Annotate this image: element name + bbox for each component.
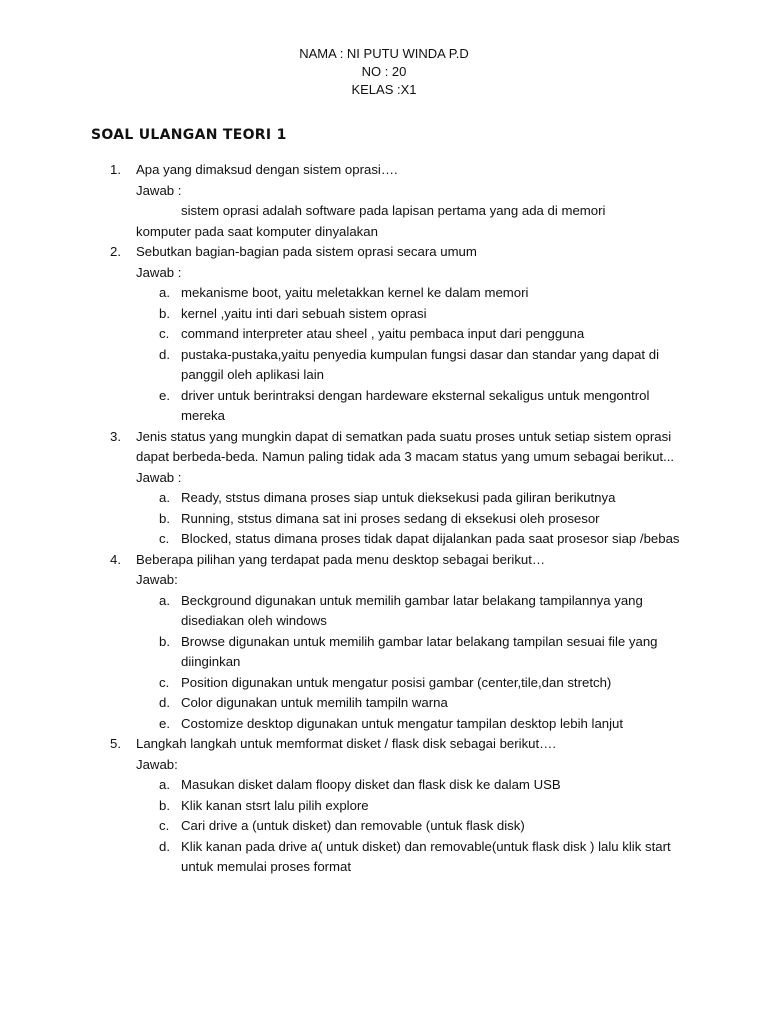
answer-option xyxy=(0,283,768,304)
option-text: Color digunakan untuk memilih tampiln warna xyxy=(181,695,448,710)
question-text: Jenis status yang mungkin dapat di sematkan pada suatu proses untuk setiap sistem oprasi dapat berbeda-beda. Namun paling tidak ada 3 macam status yang umum sebagai berikut... xyxy=(136,428,675,464)
question-number: 4. xyxy=(110,551,121,567)
option-text: pustaka-pustaka,yaitu penyedia kumpulan fungsi dasar dan standar yang dapat di panggil oleh aplikasi lain xyxy=(181,346,660,382)
answer-text xyxy=(0,201,768,222)
answer-text-cont xyxy=(0,222,768,243)
page-title: SOAL ULANGAN TEORI 1 xyxy=(91,127,287,143)
answer-option xyxy=(0,529,768,550)
student-name: NAMA : NI PUTU WINDA P.D xyxy=(299,46,469,61)
question-number: 1. xyxy=(110,162,121,177)
question-text: Beberapa pilihan yang terdapat pada menu desktop sebagai berikut… xyxy=(136,551,546,567)
answer-option xyxy=(0,632,768,673)
option-letter: a. xyxy=(159,777,170,792)
option-letter: a. xyxy=(159,285,170,300)
option-letter: b. xyxy=(159,633,170,649)
option-text: mekanisme boot, yaitu meletakkan kernel ke dalam memori xyxy=(181,285,529,300)
question-2 xyxy=(0,242,768,263)
option-text: Beckground digunakan untuk memilih gambar latar belakang tampilannya yang disediakan oleh windows xyxy=(181,592,643,628)
answer-label: Jawab : xyxy=(136,182,182,198)
answer-label: Jawab : xyxy=(136,469,182,485)
option-letter: b. xyxy=(159,797,170,813)
question-5 xyxy=(0,734,768,755)
answer-line-1: sistem oprasi adalah software pada lapisan pertama yang ada di memori xyxy=(181,203,606,218)
option-letter: a. xyxy=(159,490,170,505)
question-number: 2. xyxy=(110,244,121,259)
answer-option xyxy=(0,673,768,694)
answer-option xyxy=(0,714,768,735)
question-4 xyxy=(0,550,768,571)
answer-option xyxy=(0,345,768,386)
question-text: Langkah langkah untuk memformat disket / flask disk sebagai berikut…. xyxy=(136,736,557,751)
option-text: Blocked, status dimana proses tidak dapat dijalankan pada saat prosesor siap /bebas xyxy=(181,531,680,546)
option-text: command interpreter atau sheel , yaitu pembaca input dari pengguna xyxy=(181,326,585,341)
answer-option xyxy=(0,324,768,345)
answer-label: Jawab: xyxy=(136,756,178,772)
option-text: Running, ststus dimana sat ini proses sedang di eksekusi oleh prosesor xyxy=(181,510,600,526)
answer-option xyxy=(0,304,768,325)
option-letter: b. xyxy=(159,305,170,321)
option-text: Masukan disket dalam floopy disket dan flask disk ke dalam USB xyxy=(181,777,561,792)
option-text: Klik kanan stsrt lalu pilih explore xyxy=(181,797,369,813)
option-text: Ready, ststus dimana proses siap untuk dieksekusi pada giliran berikutnya xyxy=(181,490,616,505)
option-letter: d. xyxy=(159,838,170,854)
option-letter: d. xyxy=(159,346,170,362)
option-text: Costomize desktop digunakan untuk mengatur tampilan desktop lebih lanjut xyxy=(181,715,624,731)
answer-label: Jawab : xyxy=(136,264,182,280)
question-3 xyxy=(0,427,768,468)
question-1 xyxy=(0,160,768,181)
question-number: 5. xyxy=(110,736,121,751)
answer-option xyxy=(0,693,768,714)
answer-option xyxy=(0,775,768,796)
student-class: KELAS :X1 xyxy=(351,82,417,97)
question-text: Apa yang dimaksud dengan sistem oprasi…. xyxy=(136,162,398,177)
option-text: Klik kanan pada drive a( untuk disket) dan removable(untuk flask disk ) lalu klik start untuk memulai proses format xyxy=(181,838,671,874)
answer-option xyxy=(0,796,768,817)
option-letter: b. xyxy=(159,510,170,526)
answer-option xyxy=(0,591,768,632)
question-number: 3. xyxy=(110,428,121,444)
option-text: Cari drive a (untuk disket) dan removable (untuk flask disk) xyxy=(181,818,525,833)
answer-label: Jawab: xyxy=(136,572,178,587)
option-letter: c. xyxy=(159,326,170,341)
option-letter: a. xyxy=(159,592,170,608)
option-text: Position digunakan untuk mengatur posisi gambar (center,tile,dan stretch) xyxy=(181,674,612,690)
answer-line-2: komputer pada saat komputer dinyalakan xyxy=(136,223,378,239)
answer-option xyxy=(0,488,768,509)
option-letter: d. xyxy=(159,695,170,710)
answer-option xyxy=(0,816,768,837)
option-text: driver untuk berintraksi dengan hardeware eksternal sekaligus untuk mengontrol mereka xyxy=(181,387,650,423)
answer-option xyxy=(0,509,768,530)
option-letter: c. xyxy=(159,674,170,690)
student-header xyxy=(0,45,768,99)
question-list xyxy=(0,160,768,878)
option-text: kernel ,yaitu inti dari sebuah sistem oprasi xyxy=(181,305,427,321)
student-number: NO : 20 xyxy=(361,64,407,79)
question-text: Sebutkan bagian-bagian pada sistem oprasi secara umum xyxy=(136,244,477,259)
answer-option xyxy=(0,837,768,878)
option-letter: c. xyxy=(159,818,170,833)
answer-option xyxy=(0,386,768,427)
option-letter: e. xyxy=(159,387,170,403)
option-letter: c. xyxy=(159,531,170,546)
option-text: Browse digunakan untuk memilih gambar latar belakang tampilan sesuai file yang diinginkan xyxy=(181,633,658,669)
option-letter: e. xyxy=(159,715,170,731)
